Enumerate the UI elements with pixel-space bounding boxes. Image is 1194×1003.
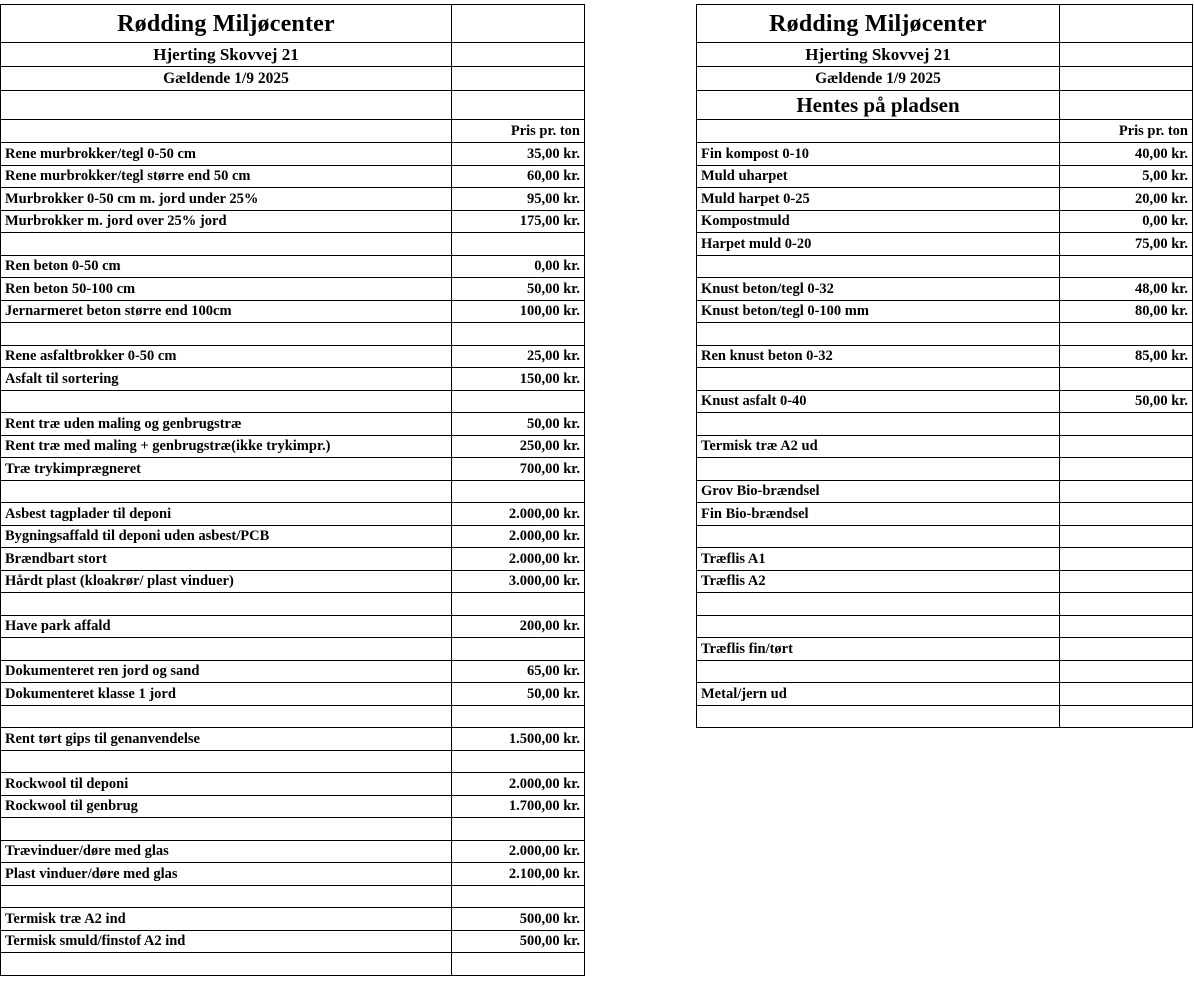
right-table-body [697,5,1193,728]
item-name: Rent træ uden maling og genbrugstræ [1,413,452,436]
item-name: Murbrokker m. jord over 25% jord [1,210,452,233]
table-row [697,188,1193,211]
table-row [1,458,585,481]
table-spacer-row [1,818,585,841]
table-row [1,435,585,458]
item-name [1,480,452,503]
right-banner-price-blank [1060,91,1193,120]
table-row [697,345,1193,368]
item-name [1,638,452,661]
table-row [1,660,585,683]
left-header-address-row [1,43,585,67]
item-name: Grov Bio-brændsel [697,480,1060,503]
right-price-table [696,4,1193,728]
table-spacer-row [1,323,585,346]
table-spacer-row [697,458,1193,481]
item-name: Dokumenteret ren jord og sand [1,660,452,683]
table-spacer-row [1,638,585,661]
item-name: Jernarmeret beton større end 100cm [1,300,452,323]
item-price: 150,00 kr. [452,368,585,391]
item-price: 50,00 kr. [452,278,585,301]
table-spacer-row [697,705,1193,728]
pickup-banner: Hentes på pladsen [697,91,1060,120]
table-row [1,188,585,211]
table-spacer-row [1,953,585,976]
item-price: 2.000,00 kr. [452,525,585,548]
company-title-right: Rødding Miljøcenter [697,5,1060,43]
item-price [1060,615,1193,638]
item-name [697,413,1060,436]
table-row [1,548,585,571]
table-row [697,278,1193,301]
left-valid-blank [452,67,585,91]
item-name [1,233,452,256]
item-price: 3.000,00 kr. [452,570,585,593]
table-row [1,908,585,931]
table-row [697,143,1193,166]
item-name: Termisk træ A2 ind [1,908,452,931]
item-price: 2.100,00 kr. [452,863,585,886]
item-price [1060,593,1193,616]
left-column-header-row [1,120,585,143]
item-price [1060,503,1193,526]
table-spacer-row [1,233,585,256]
table-row [1,683,585,706]
item-price: 700,00 kr. [452,458,585,481]
item-price: 40,00 kr. [1060,143,1193,166]
item-name: Knust beton/tegl 0-32 [697,278,1060,301]
company-address: Hjerting Skovvej 21 [1,43,452,67]
company-address-right: Hjerting Skovvej 21 [697,43,1060,67]
table-row [697,435,1193,458]
left-banner-row [1,91,585,120]
item-name: Rockwool til deponi [1,773,452,796]
item-price: 2.000,00 kr. [452,840,585,863]
item-price: 85,00 kr. [1060,345,1193,368]
item-name: Dokumenteret klasse 1 jord [1,683,452,706]
item-price [1060,660,1193,683]
left-banner-price-blank [452,91,585,120]
item-name: Asfalt til sortering [1,368,452,391]
item-name: Ren beton 0-50 cm [1,255,452,278]
item-name: Kompostmuld [697,210,1060,233]
item-name [697,660,1060,683]
item-price: 100,00 kr. [452,300,585,323]
item-price [452,705,585,728]
item-price [452,638,585,661]
item-name: Knust asfalt 0-40 [697,390,1060,413]
item-price: 80,00 kr. [1060,300,1193,323]
item-price: 0,00 kr. [452,255,585,278]
item-name: Bygningsaffald til deponi uden asbest/PCB [1,525,452,548]
item-price [452,233,585,256]
item-name: Harpet muld 0-20 [697,233,1060,256]
table-spacer-row [1,390,585,413]
table-row [1,345,585,368]
item-name [1,323,452,346]
right-price-panel [696,4,1192,728]
item-price: 2.000,00 kr. [452,548,585,571]
table-spacer-row [1,750,585,773]
item-price [1060,480,1193,503]
left-price-table [0,4,585,976]
table-row [1,278,585,301]
item-price: 25,00 kr. [452,345,585,368]
left-price-header: Pris pr. ton [452,120,585,143]
table-row [697,503,1193,526]
item-name [697,458,1060,481]
item-name [1,818,452,841]
item-price: 20,00 kr. [1060,188,1193,211]
item-price [452,818,585,841]
item-name: Metal/jern ud [697,683,1060,706]
item-name [1,885,452,908]
item-name [697,525,1060,548]
item-name [697,593,1060,616]
item-price [452,750,585,773]
table-spacer-row [697,413,1193,436]
table-row [1,615,585,638]
left-header-valid-row [1,67,585,91]
item-price [1060,435,1193,458]
item-name: Termisk træ A2 ud [697,435,1060,458]
item-price: 5,00 kr. [1060,165,1193,188]
item-name [1,705,452,728]
item-name: Trævinduer/døre med glas [1,840,452,863]
table-spacer-row [1,885,585,908]
item-name: Fin Bio-brændsel [697,503,1060,526]
item-price: 200,00 kr. [452,615,585,638]
item-price [1060,323,1193,346]
valid-from-label: Gældende 1/9 2025 [1,67,452,91]
item-price [452,953,585,976]
right-valid-blank [1060,67,1193,91]
table-spacer-row [697,525,1193,548]
item-name: Termisk smuld/finstof A2 ind [1,930,452,953]
item-price: 35,00 kr. [452,143,585,166]
item-price: 95,00 kr. [452,188,585,211]
right-title-blank [1060,5,1193,43]
left-title-blank [452,5,585,43]
table-row [1,143,585,166]
table-row [1,255,585,278]
table-row [1,210,585,233]
item-name: Knust beton/tegl 0-100 mm [697,300,1060,323]
item-price: 2.000,00 kr. [452,773,585,796]
table-row [1,795,585,818]
item-name [1,390,452,413]
item-price [1060,570,1193,593]
table-row [697,480,1193,503]
item-price: 1.500,00 kr. [452,728,585,751]
item-price: 1.700,00 kr. [452,795,585,818]
item-price [452,480,585,503]
table-row [697,165,1193,188]
item-price: 500,00 kr. [452,930,585,953]
item-price: 50,00 kr. [452,413,585,436]
item-price [1060,705,1193,728]
item-name: Træflis A2 [697,570,1060,593]
item-price: 50,00 kr. [1060,390,1193,413]
table-row [697,390,1193,413]
table-row [1,165,585,188]
item-name: Rockwool til genbrug [1,795,452,818]
item-price [1060,368,1193,391]
item-price: 175,00 kr. [452,210,585,233]
item-name: Fin kompost 0-10 [697,143,1060,166]
item-name [1,953,452,976]
table-spacer-row [697,615,1193,638]
table-row [1,368,585,391]
item-price [1060,458,1193,481]
item-name: Rene asfaltbrokker 0-50 cm [1,345,452,368]
item-name [1,750,452,773]
item-name: Rene murbrokker/tegl 0-50 cm [1,143,452,166]
item-name: Rene murbrokker/tegl større end 50 cm [1,165,452,188]
item-name: Muld uharpet [697,165,1060,188]
left-price-panel [0,4,584,976]
item-name: Ren knust beton 0-32 [697,345,1060,368]
table-row [697,548,1193,571]
table-row [1,840,585,863]
item-name: Rent tørt gips til genanvendelse [1,728,452,751]
item-name: Murbrokker 0-50 cm m. jord under 25% [1,188,452,211]
table-spacer-row [1,705,585,728]
item-name: Have park affald [1,615,452,638]
item-price: 60,00 kr. [452,165,585,188]
table-spacer-row [697,323,1193,346]
item-price [1060,525,1193,548]
item-name [697,255,1060,278]
table-row [1,525,585,548]
item-name: Træ trykimprægneret [1,458,452,481]
item-name: Plast vinduer/døre med glas [1,863,452,886]
right-column-header-row [697,120,1193,143]
item-name: Hårdt plast (kloakrør/ plast vinduer) [1,570,452,593]
right-banner-row [697,91,1193,120]
table-row [697,638,1193,661]
table-row [1,930,585,953]
item-price: 75,00 kr. [1060,233,1193,256]
table-row [697,300,1193,323]
item-name [697,705,1060,728]
table-spacer-row [697,255,1193,278]
table-row [1,570,585,593]
item-name: Muld harpet 0-25 [697,188,1060,211]
item-price [1060,683,1193,706]
item-price [1060,638,1193,661]
item-name [697,368,1060,391]
item-price [1060,413,1193,436]
item-price [452,323,585,346]
table-row [1,413,585,436]
item-name: Ren beton 50-100 cm [1,278,452,301]
right-header-title-row [697,5,1193,43]
item-price [452,885,585,908]
item-price [1060,255,1193,278]
right-header-address-row [697,43,1193,67]
item-price: 48,00 kr. [1060,278,1193,301]
item-price: 250,00 kr. [452,435,585,458]
right-header-valid-row [697,67,1193,91]
left-address-blank [452,43,585,67]
item-name: Rent træ med maling + genbrugstræ(ikke trykimpr.) [1,435,452,458]
table-row [1,773,585,796]
left-table-body [1,5,585,976]
item-price: 2.000,00 kr. [452,503,585,526]
table-row [1,863,585,886]
table-row [697,210,1193,233]
item-price: 50,00 kr. [452,683,585,706]
valid-from-label-right: Gældende 1/9 2025 [697,67,1060,91]
item-name [697,323,1060,346]
table-row [1,728,585,751]
item-name: Træflis fin/tørt [697,638,1060,661]
right-address-blank [1060,43,1193,67]
table-row [1,503,585,526]
item-name [697,615,1060,638]
table-spacer-row [1,593,585,616]
item-price: 500,00 kr. [452,908,585,931]
right-price-header: Pris pr. ton [1060,120,1193,143]
company-title: Rødding Miljøcenter [1,5,452,43]
item-price: 0,00 kr. [1060,210,1193,233]
item-price [452,593,585,616]
table-spacer-row [1,480,585,503]
item-price: 65,00 kr. [452,660,585,683]
table-row [697,683,1193,706]
table-spacer-row [697,368,1193,391]
table-row [1,300,585,323]
item-name: Træflis A1 [697,548,1060,571]
item-price [452,390,585,413]
table-spacer-row [697,593,1193,616]
left-banner-blank [1,91,452,120]
table-row [697,233,1193,256]
table-spacer-row [697,660,1193,683]
table-row [697,570,1193,593]
item-name: Brændbart stort [1,548,452,571]
item-price [1060,548,1193,571]
left-colhead-blank [1,120,452,143]
item-name [1,593,452,616]
right-colhead-blank [697,120,1060,143]
left-header-title-row [1,5,585,43]
item-name: Asbest tagplader til deponi [1,503,452,526]
